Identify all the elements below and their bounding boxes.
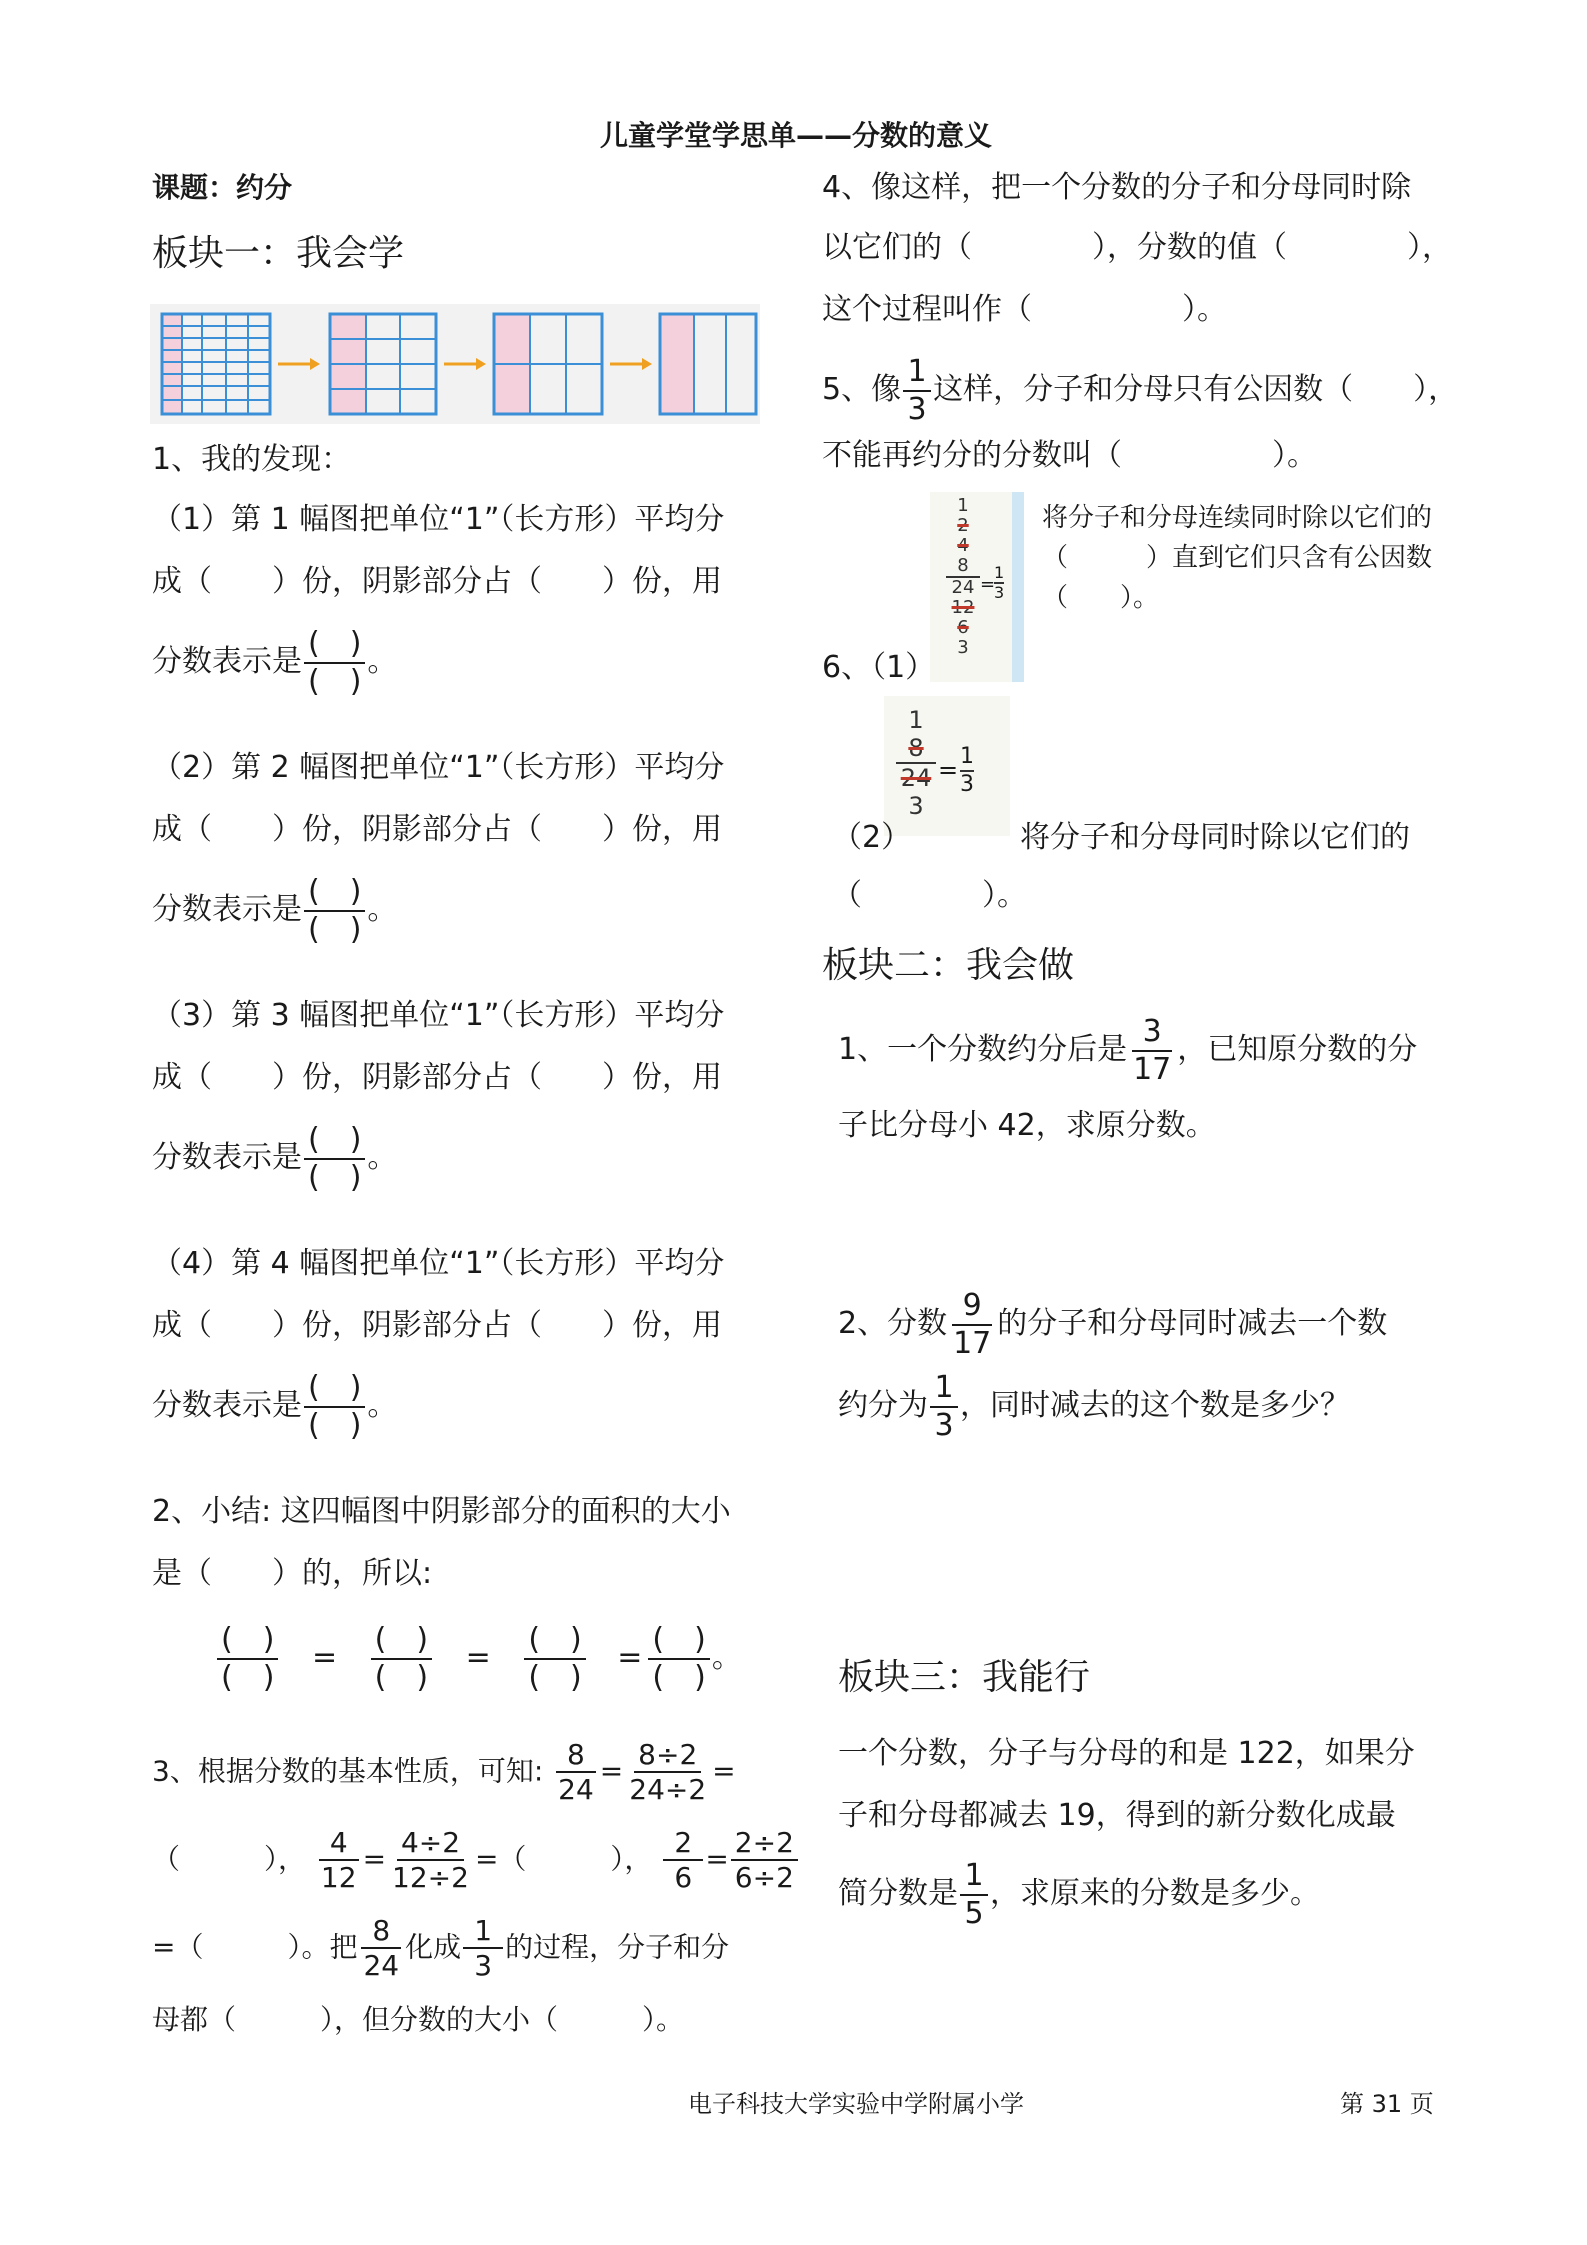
s3-line1: 一个分数，分子与分母的和是 122，如果分 [838, 1736, 1415, 1771]
s2-p1-line2: 子比分母小 42，求原分数。 [838, 1108, 1216, 1143]
reduction-steps-image: 1 2 4 8 24 12 6 3 = 1 3 [930, 492, 1024, 682]
q6-note4: 将分子和分母同时除以它们的 [1020, 820, 1410, 855]
q2-line2: 是（ ）的，所以: [152, 1556, 433, 1591]
q5-line1: 5、像 $\frac{1}{3}$ 这样，分子和分母只有公因数（ ）， [822, 354, 1459, 427]
q4-line1: 4、像这样，把一个分数的分子和分母同时除 [822, 170, 1412, 205]
footer-page-number: 第 31 页 [1340, 2090, 1434, 2118]
lesson-label: 课题：约分 [152, 171, 293, 204]
q1-item3-line2: 成（ ）份，阴影部分占（ ）份，用 [152, 1060, 722, 1095]
page-title: 儿童学堂学思单——分数的意义 [600, 119, 993, 152]
reduction-direct-image: 1 8 24 3 = 1 3 [884, 696, 1010, 836]
answer-fraction: $\frac{( )}{( )}$ [304, 876, 365, 945]
q4-line3: 这个过程叫作（ ）。 [822, 292, 1227, 327]
answer-fraction: $\frac{( )}{( )}$ [304, 628, 365, 697]
q1-item4-line1: （4）第 4 幅图把单位“1”（长方形）平均分 [152, 1246, 725, 1281]
q6-label1: 6、（1） [822, 650, 936, 685]
s2-p2-line1: 2、分数 $\frac{9}{17}$ 的分子和分母同时减去一个数 [838, 1288, 1388, 1361]
q3-line4: 母都（ ），但分数的大小（ ）。 [152, 2003, 685, 2036]
q2-line1: 2、小结: 这四幅图中阴影部分的面积的大小 [152, 1494, 731, 1529]
answer-fraction: $\frac{( )}{( )}$ [304, 1124, 365, 1193]
q1-title: 1、我的发现： [152, 442, 352, 477]
q6-note2: （ ）直到它们只含有公因数 [1042, 543, 1433, 573]
q3-line1: 3、根据分数的基本性质，可知: $\frac{8}{24}$ = $\frac{8\div 2}{24\div 2}$ = [152, 1738, 736, 1807]
q3-line2: （ ）， $\frac{4}{12}$ = $\frac{4\div 2}{12\div 2}$ =（ ）， $\frac{2}{6}$ = $\frac{2\div 2}{6\div 2}$ [152, 1828, 800, 1893]
q1-item1-line1: （1）第 1 幅图把单位“1”（长方形）平均分 [152, 502, 725, 537]
q6-note3: （ ）。 [1042, 583, 1160, 613]
q1-item2-line1: （2）第 2 幅图把单位“1”（长方形）平均分 [152, 750, 725, 785]
section3-heading: 板块三：我能行 [838, 1657, 1091, 1698]
q1-item1-line3: 分数表示是 $\frac{( )}{( )}$ 。 [152, 626, 398, 699]
answer-fraction: $\frac{( )}{( )}$ [304, 1372, 365, 1441]
q4-line2: 以它们的（ ），分数的值（ ）， [822, 230, 1452, 265]
q6-note5: （ ）。 [832, 878, 1027, 913]
q1-item2-line3: 分数表示是 $\frac{( )}{( )}$ 。 [152, 874, 398, 947]
s3-line2: 子和分母都减去 19，得到的新分数化成最 [838, 1798, 1396, 1833]
q6-label2: （2） [832, 820, 912, 855]
s2-p1-line1: 1、一个分数约分后是 $\frac{3}{17}$ ，已知原分数的分 [838, 1014, 1418, 1087]
q1-item1-line2: 成（ ）份，阴影部分占（ ）份，用 [152, 564, 722, 599]
q3-line3: =（ ）。把 $\frac{8}{24}$ 化成 $\frac{1}{3}$ 的过程，分子和分 [152, 1914, 730, 1983]
q1-item3-line1: （3）第 3 幅图把单位“1”（长方形）平均分 [152, 998, 725, 1033]
q1-item3-line3: 分数表示是 $\frac{( )}{( )}$ 。 [152, 1122, 398, 1195]
s2-p2-line2: 约分为 $\frac{1}{3}$ ，同时减去的这个数是多少？ [838, 1370, 1350, 1443]
footer-school: 电子科技大学实验中学附属小学 [688, 2090, 1024, 2118]
q1-item4-line3: 分数表示是 $\frac{( )}{( )}$ 。 [152, 1370, 398, 1443]
q1-item4-line2: 成（ ）份，阴影部分占（ ）份，用 [152, 1308, 722, 1343]
q2-equation: $\frac{( )}{( )}$ = $\frac{( )}{( )}$ = $\frac{( )}{( )}$ = $\frac{( )}{( )}$ 。 [215, 1624, 742, 1693]
q1-item2-line2: 成（ ）份，阴影部分占（ ）份，用 [152, 812, 722, 847]
s3-line3: 简分数是 $\frac{1}{5}$ ，求原来的分数是多少。 [838, 1858, 1320, 1931]
q5-line2: 不能再约分的分数叫（ ）。 [822, 438, 1317, 473]
section1-heading: 板块一：我会学 [152, 233, 405, 274]
q6-note1: 将分子和分母连续同时除以它们的 [1042, 503, 1433, 533]
fraction-rectangles-image [150, 304, 760, 424]
section2-heading: 板块二：我会做 [822, 945, 1075, 986]
